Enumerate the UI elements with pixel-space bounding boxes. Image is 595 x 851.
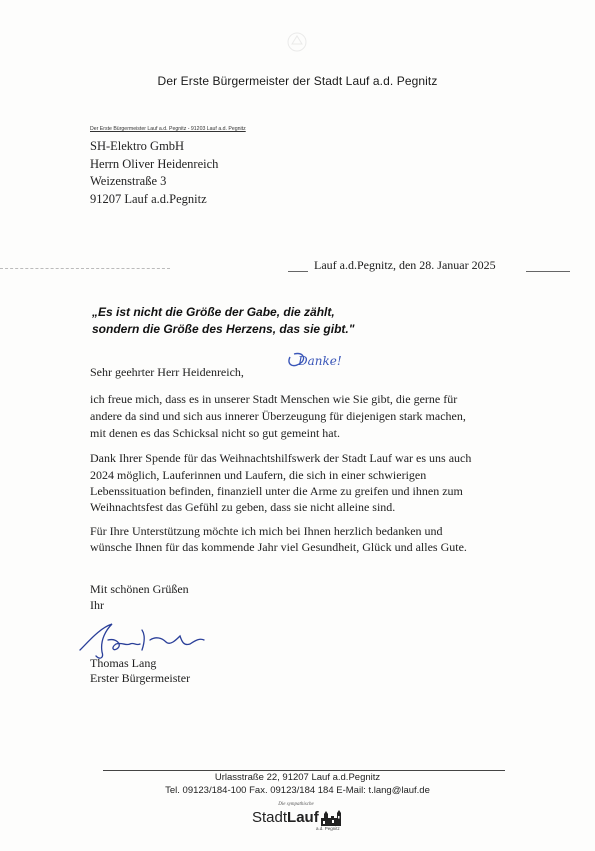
paragraph-2-line-1: Dank Ihrer Spende für das Weihnachtshilfswerk der Stadt Lauf war es uns auch bbox=[90, 451, 472, 465]
salutation: Sehr geehrter Herr Heidenreich, bbox=[90, 365, 244, 379]
letterhead-title: Der Erste Bürgermeister der Stadt Lauf a.d. Pegnitz bbox=[157, 74, 438, 88]
stadt-lauf-logo bbox=[246, 802, 350, 832]
date-rule-left bbox=[288, 271, 308, 272]
letter-date: Lauf a.d.Pegnitz, den 28. Januar 2025 bbox=[314, 258, 496, 272]
handwritten-danke bbox=[284, 343, 356, 375]
paragraph-1-line-1: ich freue mich, dass es in unserer Stadt Menschen wie Sie gibt, die gerne für bbox=[90, 392, 458, 406]
footer-contact: Tel. 09123/184-100 Fax. 09123/184 184 E-Mail: t.lang@lauf.de bbox=[165, 785, 430, 796]
watermark-emblem-icon bbox=[283, 28, 311, 56]
handwritten-note-text: Danke! bbox=[298, 354, 342, 368]
logo-wordmark bbox=[252, 809, 319, 826]
paragraph-2-line-4: Weihnachtsfest das Gefühl zu geben, dass sie nicht alleine sind. bbox=[90, 500, 396, 514]
closing-ihr: Ihr bbox=[90, 598, 104, 612]
fold-mark-left bbox=[0, 268, 170, 269]
handwritten-signature bbox=[70, 610, 210, 662]
recipient-name: Herrn Oliver Heidenreich bbox=[90, 157, 219, 171]
footer-divider bbox=[103, 770, 505, 771]
recipient-street: Weizenstraße 3 bbox=[90, 174, 167, 188]
paragraph-3-line-1: Für Ihre Unterstützung möchte ich mich bei Ihnen herzlich bedanken und bbox=[90, 524, 443, 538]
quote-line-2: sondern die Größe des Herzens, das sie gibt." bbox=[92, 322, 355, 336]
logo-tagline: Die sympathische bbox=[278, 802, 314, 807]
recipient-city: 91207 Lauf a.d.Pegnitz bbox=[90, 192, 207, 206]
date-rule-right bbox=[526, 271, 570, 272]
logo-word-lauf: Lauf bbox=[287, 809, 319, 826]
town-skyline-icon bbox=[320, 808, 344, 828]
signer-name: Thomas Lang bbox=[90, 656, 157, 670]
paragraph-2-line-3: Lebenssituation befinden, finanziell unter die Arme zu greifen und ihnen zum bbox=[90, 484, 463, 498]
logo-word-stadt: Stadt bbox=[252, 809, 288, 826]
closing-greeting: Mit schönen Grüßen bbox=[90, 582, 189, 596]
footer-address: Urlasstraße 22, 91207 Lauf a.d.Pegnitz bbox=[214, 772, 381, 783]
paragraph-2-line-2: 2024 möglich, Lauferinnen und Laufern, die sich in einer schwierigen bbox=[90, 468, 427, 482]
signer-title: Erster Bürgermeister bbox=[90, 671, 191, 685]
sender-return-line: Der Erste Bürgermeister Lauf a.d. Pegnitz - 91203 Lauf a.d. Pegnitz bbox=[90, 126, 246, 132]
paragraph-1-line-3: mit denen es das Schicksal nicht so gut gemeint hat. bbox=[90, 426, 340, 440]
paragraph-1-line-2: andere da sind und sich aus innerer Überzeugung für diejenigen stark machen, bbox=[90, 409, 466, 423]
recipient-company: SH-Elektro GmbH bbox=[90, 139, 185, 153]
logo-subtitle: a.d. Pegnitz bbox=[316, 826, 340, 831]
paragraph-3-line-2: wünsche Ihnen für das kommende Jahr viel Gesundheit, Glück und alles Gute. bbox=[90, 540, 467, 554]
quote-line-1: „Es ist nicht die Größe der Gabe, die zählt, bbox=[92, 305, 335, 319]
